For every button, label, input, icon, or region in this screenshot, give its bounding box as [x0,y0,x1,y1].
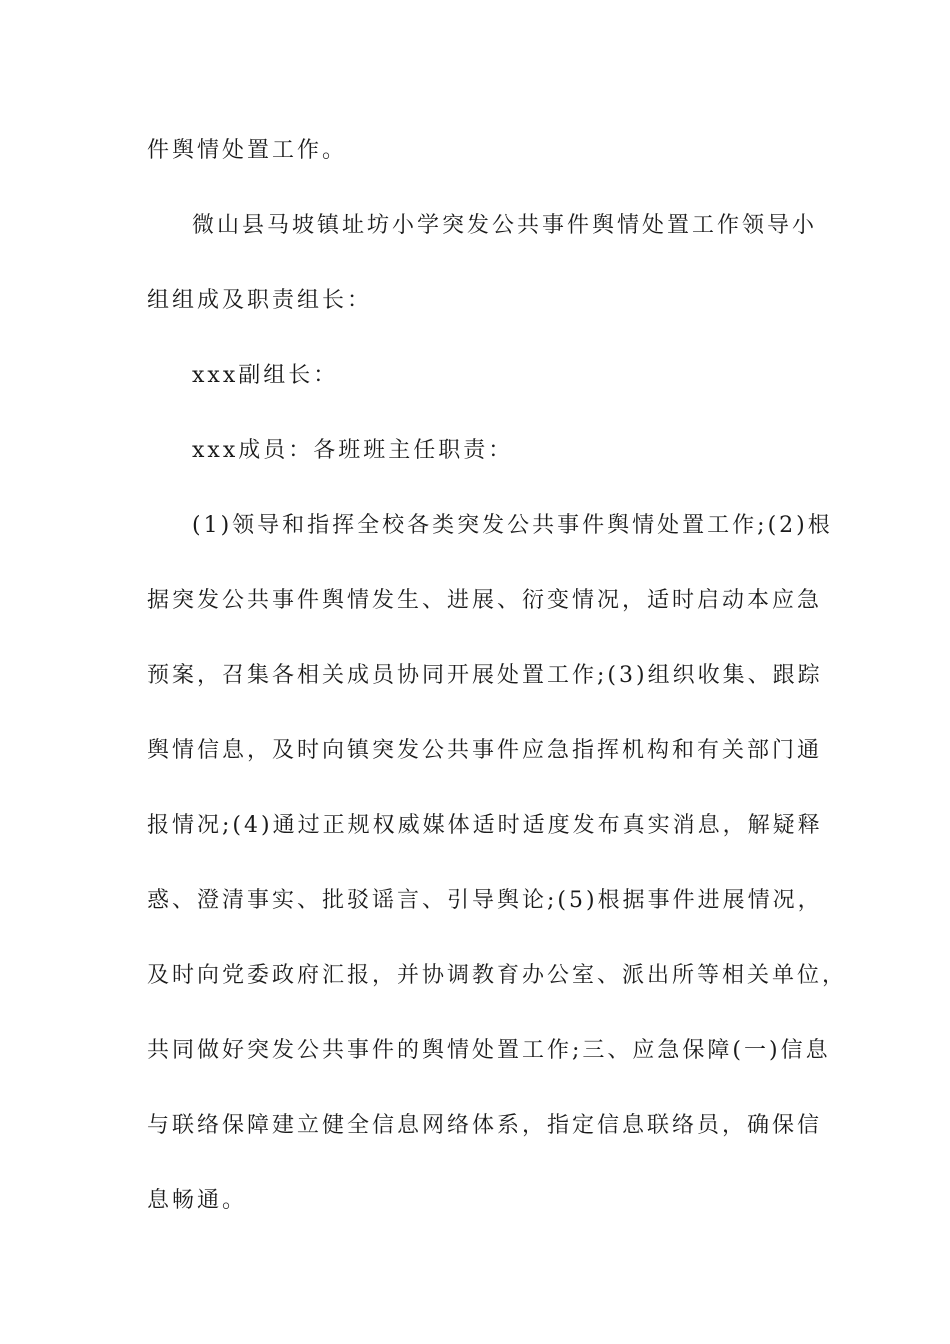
text-line: xxx成员：各班班主任职责： [192,438,514,463]
text-line: 预案，召集各相关成员协同开展处置工作;(3)组织收集、跟踪 [147,663,823,688]
text-line: (1)领导和指挥全校各类突发公共事件舆情处置工作;(2)根 [192,513,833,538]
text-line: 与联络保障建立健全信息网络体系，指定信息联络员，确保信 [147,1113,823,1138]
text-line: 息畅通。 [147,1188,248,1213]
text-line: 组组成及职责组长： [147,288,373,313]
text-line: xxx副组长： [192,363,339,388]
text-line: 及时向党委政府汇报，并协调教育办公室、派出所等相关单位， [147,963,848,988]
text-line: 惑、澄清事实、批驳谣言、引导舆论;(5)根据事件进展情况， [147,888,823,913]
text-line: 舆情信息，及时向镇突发公共事件应急指挥机构和有关部门通 [147,738,823,763]
text-line: 件舆情处置工作。 [147,138,348,163]
text-line: 微山县马坡镇址坊小学突发公共事件舆情处置工作领导小 [192,213,818,238]
text-line: 据突发公共事件舆情发生、进展、衍变情况，适时启动本应急 [147,588,823,613]
text-line: 报情况;(4)通过正规权威媒体适时适度发布真实消息，解疑释 [147,813,823,838]
text-line: 共同做好突发公共事件的舆情处置工作;三、应急保障(一)信息 [147,1038,831,1063]
